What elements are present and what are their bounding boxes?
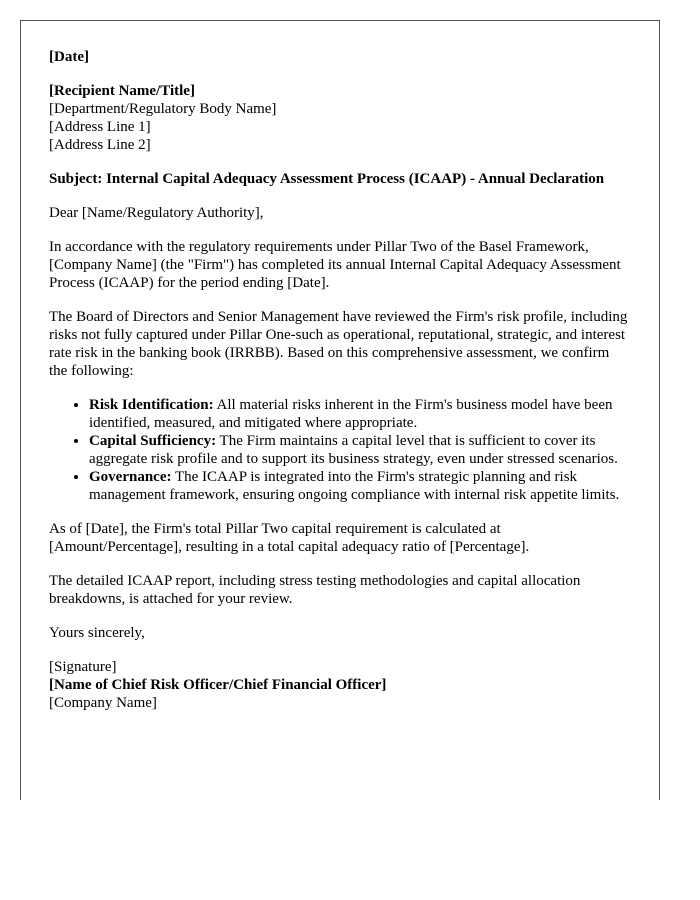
list-item-term: Governance:: [89, 469, 172, 485]
list-item-capital-sufficiency: [89, 432, 631, 468]
letter-date: [Date]: [49, 49, 89, 65]
list-item-term: Capital Sufficiency:: [89, 433, 217, 449]
salutation: Dear [Name/Regulatory Authority],: [49, 205, 264, 221]
list-item-risk-identification: [89, 396, 631, 432]
recipient-address: [49, 82, 631, 154]
date-block: [49, 48, 631, 66]
list-item-term: Risk Identification:: [89, 397, 214, 413]
signature-placeholder: [Signature]: [49, 659, 117, 675]
signer-company: [Company Name]: [49, 695, 157, 711]
list-item-governance: [89, 468, 631, 504]
list-item-text: The Firm maintains a capital level that is sufficient to cover its aggregate risk profile and to support its business strategy, even under stressed scenarios.: [89, 433, 618, 467]
recipient-name: [Recipient Name/Title]: [49, 83, 195, 99]
list-item-text: All material risks inherent in the Firm's business model have been identified, measured, and mitigated where appropriate.: [89, 397, 613, 431]
list-item-text: The ICAAP is integrated into the Firm's strategic planning and risk management framework, ensuring ongoing compliance with internal risk appetite limits.: [89, 469, 620, 503]
body-paragraph-3: As of [Date], the Firm's total Pillar Two capital requirement is calculated at [Amount/Percentage], resulting in a total capital adequacy ratio of [Percentage].: [49, 521, 530, 555]
recipient-department: [Department/Regulatory Body Name]: [49, 101, 277, 117]
valediction: Yours sincerely,: [49, 625, 145, 641]
address-line-1: [Address Line 1]: [49, 119, 151, 135]
signer-name: [Name of Chief Risk Officer/Chief Financial Officer]: [49, 677, 387, 693]
letter-page: [20, 20, 660, 800]
body-paragraph-2: The Board of Directors and Senior Management have reviewed the Firm's risk profile, including risks not fully captured under Pillar One-such as operational, reputational, strategic, and interest rate risk in the banking book (IRRBB). Based on this comprehensive assessment, we confirm the following:: [49, 309, 628, 379]
body-paragraph-4: The detailed ICAAP report, including stress testing methodologies and capital allocation breakdowns, is attached for your review.: [49, 573, 581, 607]
signature-block: [49, 658, 631, 712]
address-line-2: [Address Line 2]: [49, 137, 151, 153]
confirmation-list: [49, 396, 631, 504]
body-paragraph-1: In accordance with the regulatory requirements under Pillar Two of the Basel Framework, [Company Name] (the "Firm") has completed its annual Internal Capital Adequacy Assessment Process (ICAAP) for the period ending [Date].: [49, 239, 621, 291]
subject-line: Subject: Internal Capital Adequacy Assessment Process (ICAAP) - Annual Declaration: [49, 171, 605, 187]
